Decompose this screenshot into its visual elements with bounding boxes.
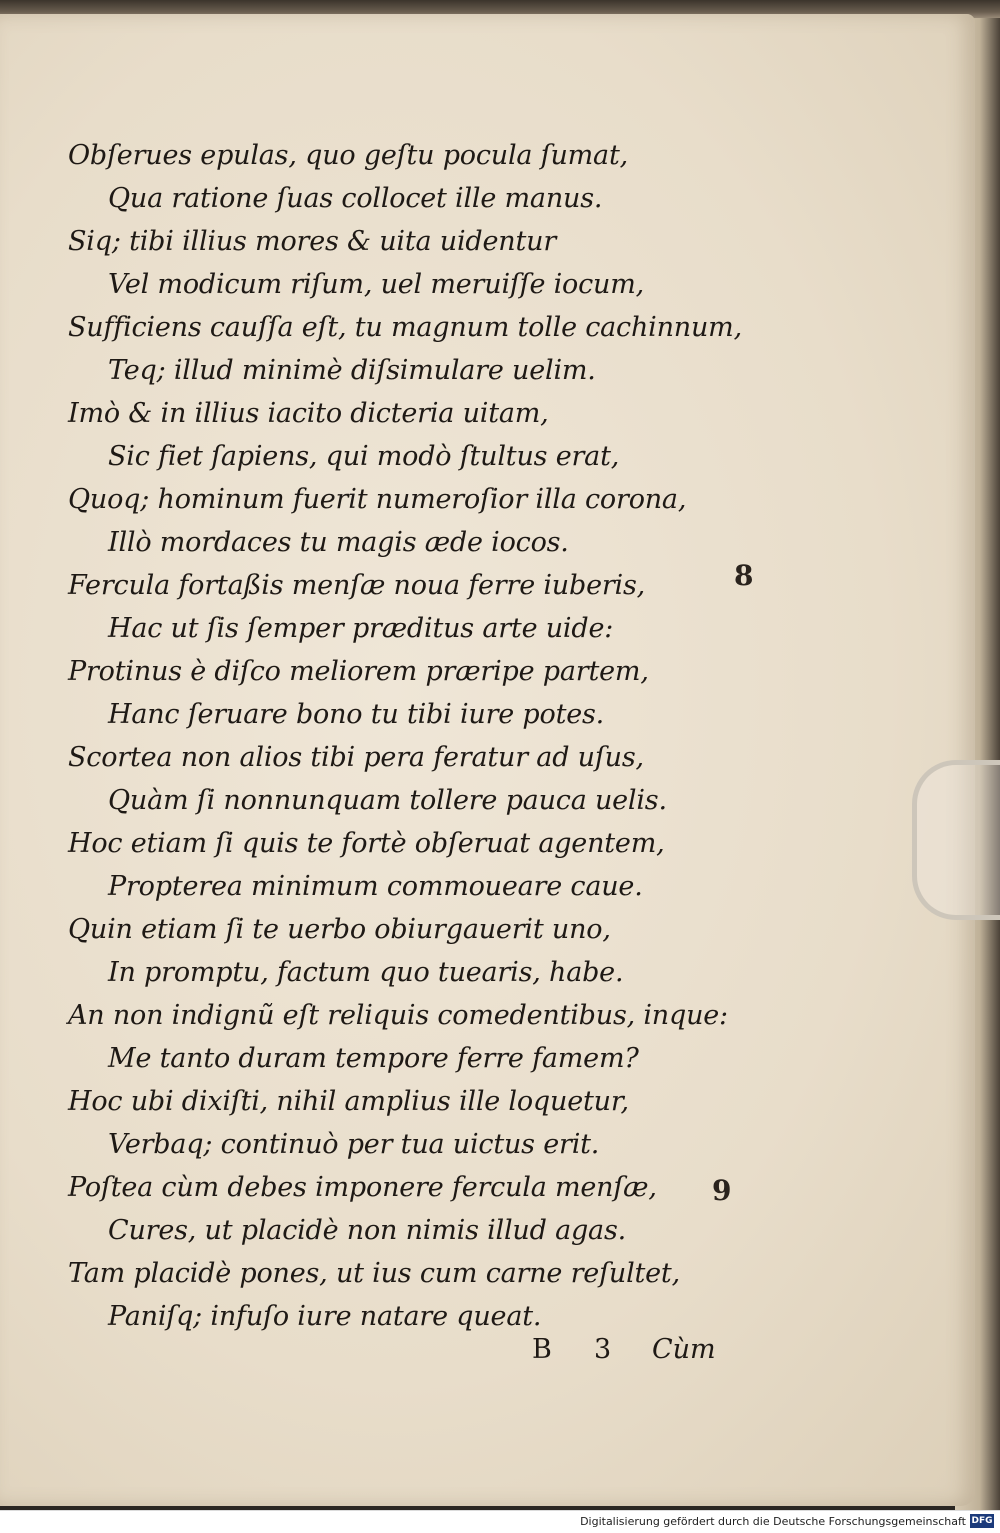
verse-line: Propterea minimum commoueare caue. — [108, 871, 643, 902]
catchword: Cùm — [652, 1334, 716, 1365]
verse-line: Hoc etiam ſi quis te fortè obſeruat agentem, — [68, 828, 665, 859]
verse-line: Me tanto duram tempore ferre famem? — [108, 1043, 639, 1074]
book-page — [0, 14, 975, 1506]
verse-line: Sic fiet ſapiens, qui modò ſtultus erat, — [108, 441, 620, 472]
page-clip — [912, 760, 1000, 920]
verse-line: Cures, ut placidè non nimis illud agas. — [108, 1215, 626, 1246]
margin-number: 9 — [712, 1174, 732, 1207]
dfg-logo-icon: DFG — [971, 1516, 993, 1526]
verse-line: Quàm ſi nonnunquam tollere pauca uelis. — [108, 785, 667, 816]
verse-line: Qua ratione ſuas collocet ille manus. — [108, 183, 603, 214]
signature-mark: B — [532, 1334, 552, 1365]
signature-number: 3 — [594, 1334, 612, 1365]
verse-line: Protinus è diſco meliorem præripe partem, — [68, 656, 649, 687]
verse-line: Sufficiens cauſſa eſt, tu magnum tolle cachinnum, — [68, 312, 742, 343]
margin-number: 8 — [734, 559, 754, 592]
verse-line: Siq; tibi illius mores & uita uidentur — [68, 226, 557, 257]
footer-bar — [0, 1510, 1000, 1533]
verse-line: Quoq; hominum fuerit numeroſior illa corona, — [68, 484, 687, 515]
verse-line: Obſerues epulas, quo geſtu pocula ſumat, — [68, 140, 628, 171]
verse-line: In promptu, factum quo tuearis, habe. — [108, 957, 624, 988]
verse-line: Scortea non alios tibi pera feratur ad uſus, — [68, 742, 644, 773]
verse-line: Vel modicum riſum, uel meruiſſe iocum, — [108, 269, 645, 300]
verse-line: An non indignũ eſt reliquis comedentibus, inque: — [68, 1000, 728, 1031]
verse-line: Tam placidè pones, ut ius cum carne reſultet, — [68, 1258, 680, 1289]
verse-line: Imò & in illius iacito dicteria uitam, — [68, 398, 549, 429]
verse-line: Hanc ſeruare bono tu tibi iure potes. — [108, 699, 605, 730]
verse-line: Verbaq; continuò per tua uictus erit. — [108, 1129, 600, 1160]
verse-line: Paniſq; infuſo iure natare queat. — [108, 1301, 542, 1332]
verse-line: Illò mordaces tu magis æde iocos. — [108, 527, 569, 558]
verse-line: Poſtea cùm debes imponere fercula menſæ, — [68, 1172, 657, 1203]
verse-line: Hac ut ſis ſemper præditus arte uide: — [108, 613, 614, 644]
verse-line: Fercula fortaßis menſæ noua ferre iuberis, — [68, 570, 646, 601]
verse-line: Hoc ubi dixiſti, nihil amplius ille loquetur, — [68, 1086, 629, 1117]
verse-line: Teq; illud minimè diſsimulare uelim. — [108, 355, 596, 386]
verse-line: Quin etiam ſi te uerbo obiurgauerit uno, — [68, 914, 611, 945]
footer-credit: Digitalisierung gefördert durch die Deutsche Forschungsgemeinschaft — [580, 1515, 966, 1528]
